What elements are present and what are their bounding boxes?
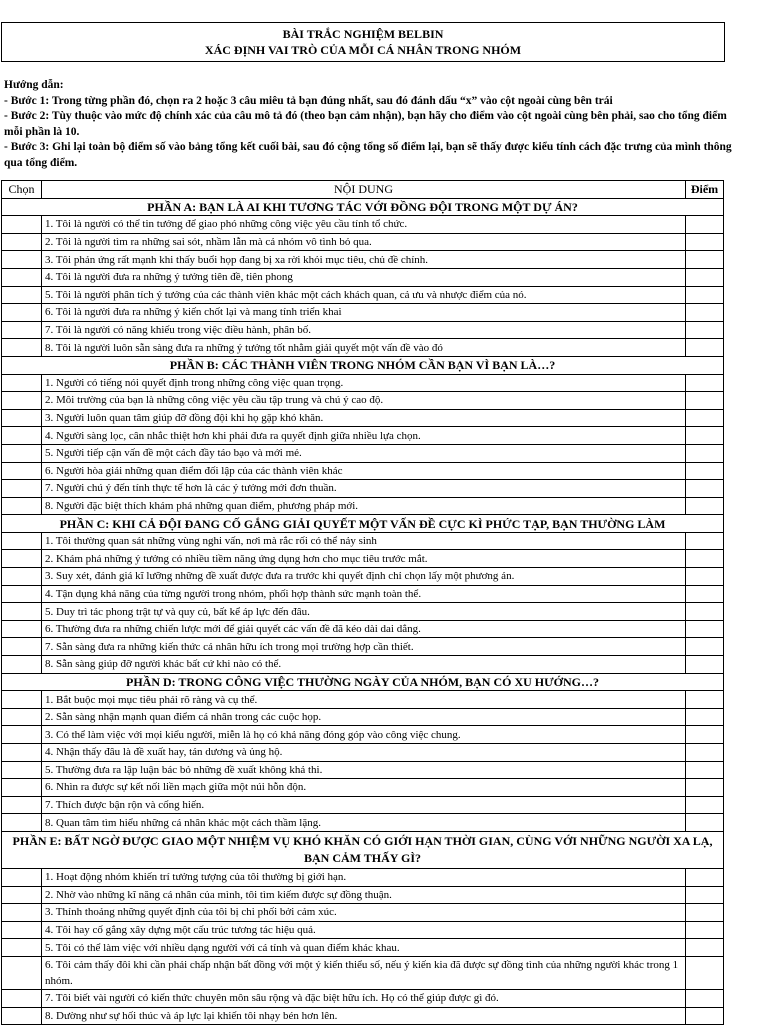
section-title: PHẦN A: BẠN LÀ AI KHI TƯƠNG TÁC VỚI ĐỒNG ĐỘI TRONG MỘT DỰ ÁN? xyxy=(2,198,724,216)
choose-cell[interactable] xyxy=(2,532,42,550)
question-row xyxy=(2,251,724,269)
question-row xyxy=(2,989,724,1007)
choose-cell[interactable] xyxy=(2,339,42,357)
question-row xyxy=(2,956,724,989)
score-cell[interactable] xyxy=(686,638,724,656)
score-cell[interactable] xyxy=(686,480,724,498)
score-cell[interactable] xyxy=(686,620,724,638)
score-cell[interactable] xyxy=(686,779,724,797)
choose-cell[interactable] xyxy=(2,480,42,498)
question-row xyxy=(2,779,724,797)
question-row xyxy=(2,620,724,638)
choose-cell[interactable] xyxy=(2,374,42,392)
score-cell[interactable] xyxy=(686,744,724,762)
question-text: 8. Người đặc biệt thích khám phá những quan điểm, phương pháp mới. xyxy=(42,497,686,515)
question-text: 5. Tôi là người phân tích ý tưởng của các thành viên khác một cách khách quan, cả ưu và nhược điểm của nó. xyxy=(42,286,686,304)
question-text: 6. Nhìn ra được sự kết nối liền mạch giữa một núi hỗn độn. xyxy=(42,779,686,797)
question-text: 7. Tôi biết vài người có kiến thức chuyên môn sâu rộng và đặc biệt hữu ích. Họ có thể giúp được gì đó. xyxy=(42,989,686,1007)
question-text: 2. Sẵn sàng nhận mạnh quan điểm cá nhân trong các cuộc họp. xyxy=(42,708,686,726)
question-text: 3. Thỉnh thoảng những quyết định của tôi bị chi phối bởi cảm xúc. xyxy=(42,904,686,922)
question-row xyxy=(2,904,724,922)
question-text: 1. Tôi là người có thể tin tưởng để giao phó những công việc yêu cầu tính tổ chức. xyxy=(42,216,686,234)
score-cell[interactable] xyxy=(686,409,724,427)
question-row xyxy=(2,568,724,586)
question-text: 2. Nhờ vào những kĩ năng cá nhân của mình, tôi tìm kiếm được sự đồng thuận. xyxy=(42,886,686,904)
question-row xyxy=(2,304,724,322)
score-cell[interactable] xyxy=(686,304,724,322)
question-row xyxy=(2,638,724,656)
question-text: 7. Tôi là người có năng khiếu trong việc điều hành, phân bố. xyxy=(42,321,686,339)
section-title: PHẦN C: KHI CẢ ĐỘI ĐANG CỐ GẮNG GIẢI QUYẾT MỘT VẤN ĐỀ CỰC KÌ PHỨC TẠP, BẠN THƯỜNG LÀM xyxy=(2,515,724,533)
choose-cell[interactable] xyxy=(2,268,42,286)
question-row xyxy=(2,532,724,550)
section-title: PHẦN D: TRONG CÔNG VIỆC THƯỜNG NGÀY CỦA NHÓM, BẠN CÓ XU HƯỚNG…? xyxy=(2,673,724,691)
question-row xyxy=(2,691,724,709)
question-text: 3. Có thể làm việc với mọi kiểu người, miễn là họ có khả năng đóng góp vào công việc chung. xyxy=(42,726,686,744)
choose-cell[interactable] xyxy=(2,409,42,427)
instruction-step-2: - Bước 2: Tùy thuộc vào mức độ chính xác của câu mô tả đó (theo bạn cảm nhận), bạn hãy cho điểm vào cột ngoài cùng bên phải, sao cho tổng điểm mỗi phần là 10. xyxy=(4,110,727,138)
choose-cell[interactable] xyxy=(2,603,42,621)
instructions-heading: Hướng dẫn: xyxy=(4,79,64,91)
score-cell[interactable] xyxy=(686,339,724,357)
header-content: NỘI DUNG xyxy=(42,181,686,199)
score-cell[interactable] xyxy=(686,427,724,445)
question-row xyxy=(2,726,724,744)
choose-cell[interactable] xyxy=(2,691,42,709)
question-row xyxy=(2,656,724,674)
score-cell[interactable] xyxy=(686,921,724,939)
section-header-row xyxy=(2,198,724,216)
section-header-row xyxy=(2,356,724,374)
question-row xyxy=(2,321,724,339)
question-text: 2. Khám phá những ý tưởng có nhiều tiềm năng ứng dụng hơn cho mục tiêu trước mắt. xyxy=(42,550,686,568)
score-cell[interactable] xyxy=(686,374,724,392)
document-title-box xyxy=(1,22,725,62)
choose-cell[interactable] xyxy=(2,286,42,304)
question-text: 7. Sẵn sàng đưa ra những kiến thức cá nhân hữu ích trong mọi trường hợp cần thiết. xyxy=(42,638,686,656)
question-text: 5. Người tiếp cận vấn đề một cách đầy táo bạo và mới mẻ. xyxy=(42,444,686,462)
document-title: BÀI TRẮC NGHIỆM BELBIN xyxy=(282,27,444,41)
question-text: 2. Tôi là người tìm ra những sai sót, nhầm lẫn mà cả nhóm vô tình bỏ qua. xyxy=(42,233,686,251)
header-choose: Chọn xyxy=(2,181,42,199)
question-text: 4. Tận dụng khả năng của từng người trong nhóm, phối hợp thành sức mạnh toàn thể. xyxy=(42,585,686,603)
question-text: 1. Bắt buộc mọi mục tiêu phải rõ ràng và cụ thể. xyxy=(42,691,686,709)
question-row xyxy=(2,216,724,234)
question-row xyxy=(2,939,724,957)
question-row xyxy=(2,1007,724,1025)
question-text: 1. Người có tiếng nói quyết định trong những công việc quan trọng. xyxy=(42,374,686,392)
score-cell[interactable] xyxy=(686,392,724,410)
question-text: 1. Tôi thường quan sát những vùng nghi vấn, nơi mà rắc rối có thể nảy sinh xyxy=(42,532,686,550)
question-row xyxy=(2,392,724,410)
question-text: 4. Tôi hay cố gắng xây dựng một cấu trúc tương tác hiệu quả. xyxy=(42,921,686,939)
choose-cell[interactable] xyxy=(2,444,42,462)
question-row xyxy=(2,796,724,814)
choose-cell[interactable] xyxy=(2,585,42,603)
score-cell[interactable] xyxy=(686,462,724,480)
question-row xyxy=(2,708,724,726)
score-cell[interactable] xyxy=(686,904,724,922)
question-row xyxy=(2,409,724,427)
document-subtitle: XÁC ĐỊNH VAI TRÒ CỦA MỖI CÁ NHÂN TRONG NHÓM xyxy=(204,43,522,57)
score-cell[interactable] xyxy=(686,550,724,568)
section-header-row xyxy=(2,673,724,691)
instruction-step-3: - Bước 3: Ghi lại toàn bộ điểm số vào bảng tổng kết cuối bài, sau đó cộng tổng số điểm lại, bạn sẽ thấy được kiểu tính cách đặc trưng của mình thông qua tổng điểm. xyxy=(4,141,732,169)
question-row xyxy=(2,268,724,286)
score-cell[interactable] xyxy=(686,939,724,957)
choose-cell[interactable] xyxy=(2,568,42,586)
question-row xyxy=(2,427,724,445)
score-cell[interactable] xyxy=(686,251,724,269)
question-text: 7. Thích được bận rộn và cống hiến. xyxy=(42,796,686,814)
question-text: 4. Nhận thấy đâu là đề xuất hay, tán dương và ủng hộ. xyxy=(42,744,686,762)
choose-cell[interactable] xyxy=(2,497,42,515)
question-text: 5. Duy trì tác phong trật tự và quy củ, bất kể áp lực đến đâu. xyxy=(42,603,686,621)
choose-cell[interactable] xyxy=(2,392,42,410)
choose-cell[interactable] xyxy=(2,216,42,234)
question-row xyxy=(2,886,724,904)
question-text: 4. Người sàng lọc, cân nhắc thiệt hơn khi phải đưa ra quyết định giữa nhiều lựa chọn. xyxy=(42,427,686,445)
question-row xyxy=(2,814,724,832)
choose-cell[interactable] xyxy=(2,462,42,480)
choose-cell[interactable] xyxy=(2,233,42,251)
choose-cell[interactable] xyxy=(2,868,42,886)
question-text: 6. Người hòa giải những quan điểm đối lập của các thành viên khác xyxy=(42,462,686,480)
score-cell[interactable] xyxy=(686,585,724,603)
question-row xyxy=(2,286,724,304)
choose-cell[interactable] xyxy=(2,726,42,744)
question-row xyxy=(2,550,724,568)
score-cell[interactable] xyxy=(686,814,724,832)
choose-cell[interactable] xyxy=(2,796,42,814)
score-cell[interactable] xyxy=(686,603,724,621)
choose-cell[interactable] xyxy=(2,321,42,339)
score-cell[interactable] xyxy=(686,796,724,814)
question-text: 4. Tôi là người đưa ra những ý tưởng tiên đề, tiên phong xyxy=(42,268,686,286)
score-cell[interactable] xyxy=(686,1007,724,1025)
section-header-row xyxy=(2,831,724,868)
question-text: 8. Tôi là người luôn sẵn sàng đưa ra những ý tưởng tốt nhằm giải quyết một vấn đề vào đó xyxy=(42,339,686,357)
question-text: 8. Dường như sự hối thúc và áp lực lại khiến tôi nhạy bén hơn lên. xyxy=(42,1007,686,1025)
choose-cell[interactable] xyxy=(2,886,42,904)
choose-cell[interactable] xyxy=(2,1007,42,1025)
score-cell[interactable] xyxy=(686,989,724,1007)
question-text: 2. Môi trường của bạn là những công việc yêu cầu tập trung và chú ý cao độ. xyxy=(42,392,686,410)
question-row xyxy=(2,744,724,762)
choose-cell[interactable] xyxy=(2,427,42,445)
score-cell[interactable] xyxy=(686,497,724,515)
question-text: 8. Quan tâm tìm hiểu những cá nhân khác một cách thầm lặng. xyxy=(42,814,686,832)
question-text: 1. Hoạt động nhóm khiến trí tưởng tượng của tôi thường bị giới hạn. xyxy=(42,868,686,886)
score-cell[interactable] xyxy=(686,656,724,674)
section-header-row xyxy=(2,515,724,533)
choose-cell[interactable] xyxy=(2,989,42,1007)
question-text: 5. Thường đưa ra lập luận bác bỏ những đề xuất không khả thi. xyxy=(42,761,686,779)
question-row xyxy=(2,761,724,779)
question-row xyxy=(2,497,724,515)
choose-cell[interactable] xyxy=(2,550,42,568)
header-score: Điểm xyxy=(686,181,724,199)
choose-cell[interactable] xyxy=(2,814,42,832)
score-cell[interactable] xyxy=(686,532,724,550)
table-header-row xyxy=(2,181,724,199)
question-text: 8. Sẵn sàng giúp đỡ người khác bất cứ khi nào có thể. xyxy=(42,656,686,674)
choose-cell[interactable] xyxy=(2,956,42,989)
question-text: 7. Người chú ý đến tính thực tế hơn là các ý tưởng mới đơn thuần. xyxy=(42,480,686,498)
section-title: PHẦN B: CÁC THÀNH VIÊN TRONG NHÓM CẦN BẠN VÌ BẠN LÀ…? xyxy=(2,356,724,374)
question-row xyxy=(2,868,724,886)
score-cell[interactable] xyxy=(686,761,724,779)
choose-cell[interactable] xyxy=(2,620,42,638)
choose-cell[interactable] xyxy=(2,904,42,922)
choose-cell[interactable] xyxy=(2,251,42,269)
choose-cell[interactable] xyxy=(2,304,42,322)
score-cell[interactable] xyxy=(686,956,724,989)
choose-cell[interactable] xyxy=(2,779,42,797)
question-row xyxy=(2,585,724,603)
choose-cell[interactable] xyxy=(2,939,42,957)
score-cell[interactable] xyxy=(686,868,724,886)
instruction-step-1: - Bước 1: Trong từng phần đó, chọn ra 2 hoặc 3 câu miêu tả bạn đúng nhất, sau đó đánh dấu “x” vào cột ngoài cùng bên trái xyxy=(4,94,613,107)
question-row xyxy=(2,374,724,392)
instructions xyxy=(4,78,744,171)
score-cell[interactable] xyxy=(686,708,724,726)
choose-cell[interactable] xyxy=(2,708,42,726)
choose-cell[interactable] xyxy=(2,638,42,656)
choose-cell[interactable] xyxy=(2,761,42,779)
question-text: 6. Tôi là người đưa ra những ý kiến chốt lại và mang tính triển khai xyxy=(42,304,686,322)
score-cell[interactable] xyxy=(686,444,724,462)
question-text: 6. Tôi cảm thấy đôi khi cần phải chấp nhận bất đồng với một ý kiến thiểu số, nếu ý kiến kia đã được sự đồng tình của những người khác trong 1 nhóm. xyxy=(42,956,686,989)
choose-cell[interactable] xyxy=(2,744,42,762)
question-row xyxy=(2,339,724,357)
question-text: 3. Suy xét, đánh giá kĩ lưỡng những đề xuất được đưa ra trước khi quyết định chỉ chọn lấy một phương án. xyxy=(42,568,686,586)
score-cell[interactable] xyxy=(686,216,724,234)
score-cell[interactable] xyxy=(686,691,724,709)
question-text: 5. Tôi có thể làm việc với nhiều dạng người với cá tính và quan điểm khác khau. xyxy=(42,939,686,957)
score-cell[interactable] xyxy=(686,286,724,304)
question-row xyxy=(2,462,724,480)
question-row xyxy=(2,444,724,462)
score-cell[interactable] xyxy=(686,726,724,744)
question-row xyxy=(2,603,724,621)
question-row xyxy=(2,233,724,251)
score-cell[interactable] xyxy=(686,568,724,586)
score-cell[interactable] xyxy=(686,233,724,251)
score-cell[interactable] xyxy=(686,886,724,904)
choose-cell[interactable] xyxy=(2,656,42,674)
question-text: 3. Tôi phản ứng rất mạnh khi thấy buổi họp đang bị xa rời khỏi mục tiêu, chủ đề chính. xyxy=(42,251,686,269)
question-text: 3. Người luôn quan tâm giúp đỡ đồng đội khi họ gặp khó khăn. xyxy=(42,409,686,427)
question-text: 6. Thường đưa ra những chiến lược mới để giải quyết các vấn đề đã kéo dài dai dẳng. xyxy=(42,620,686,638)
choose-cell[interactable] xyxy=(2,921,42,939)
score-cell[interactable] xyxy=(686,321,724,339)
belbin-questionnaire-table xyxy=(1,180,724,1025)
score-cell[interactable] xyxy=(686,268,724,286)
question-row xyxy=(2,480,724,498)
section-title: PHẦN E: BẤT NGỜ ĐƯỢC GIAO MỘT NHIỆM VỤ KHÓ KHĂN CÓ GIỚI HẠN THỜI GIAN, CÙNG VỚI NHỮNG NGƯỜI XA LẠ, BẠN CẢM THẤY GÌ? xyxy=(2,831,724,868)
question-row xyxy=(2,921,724,939)
